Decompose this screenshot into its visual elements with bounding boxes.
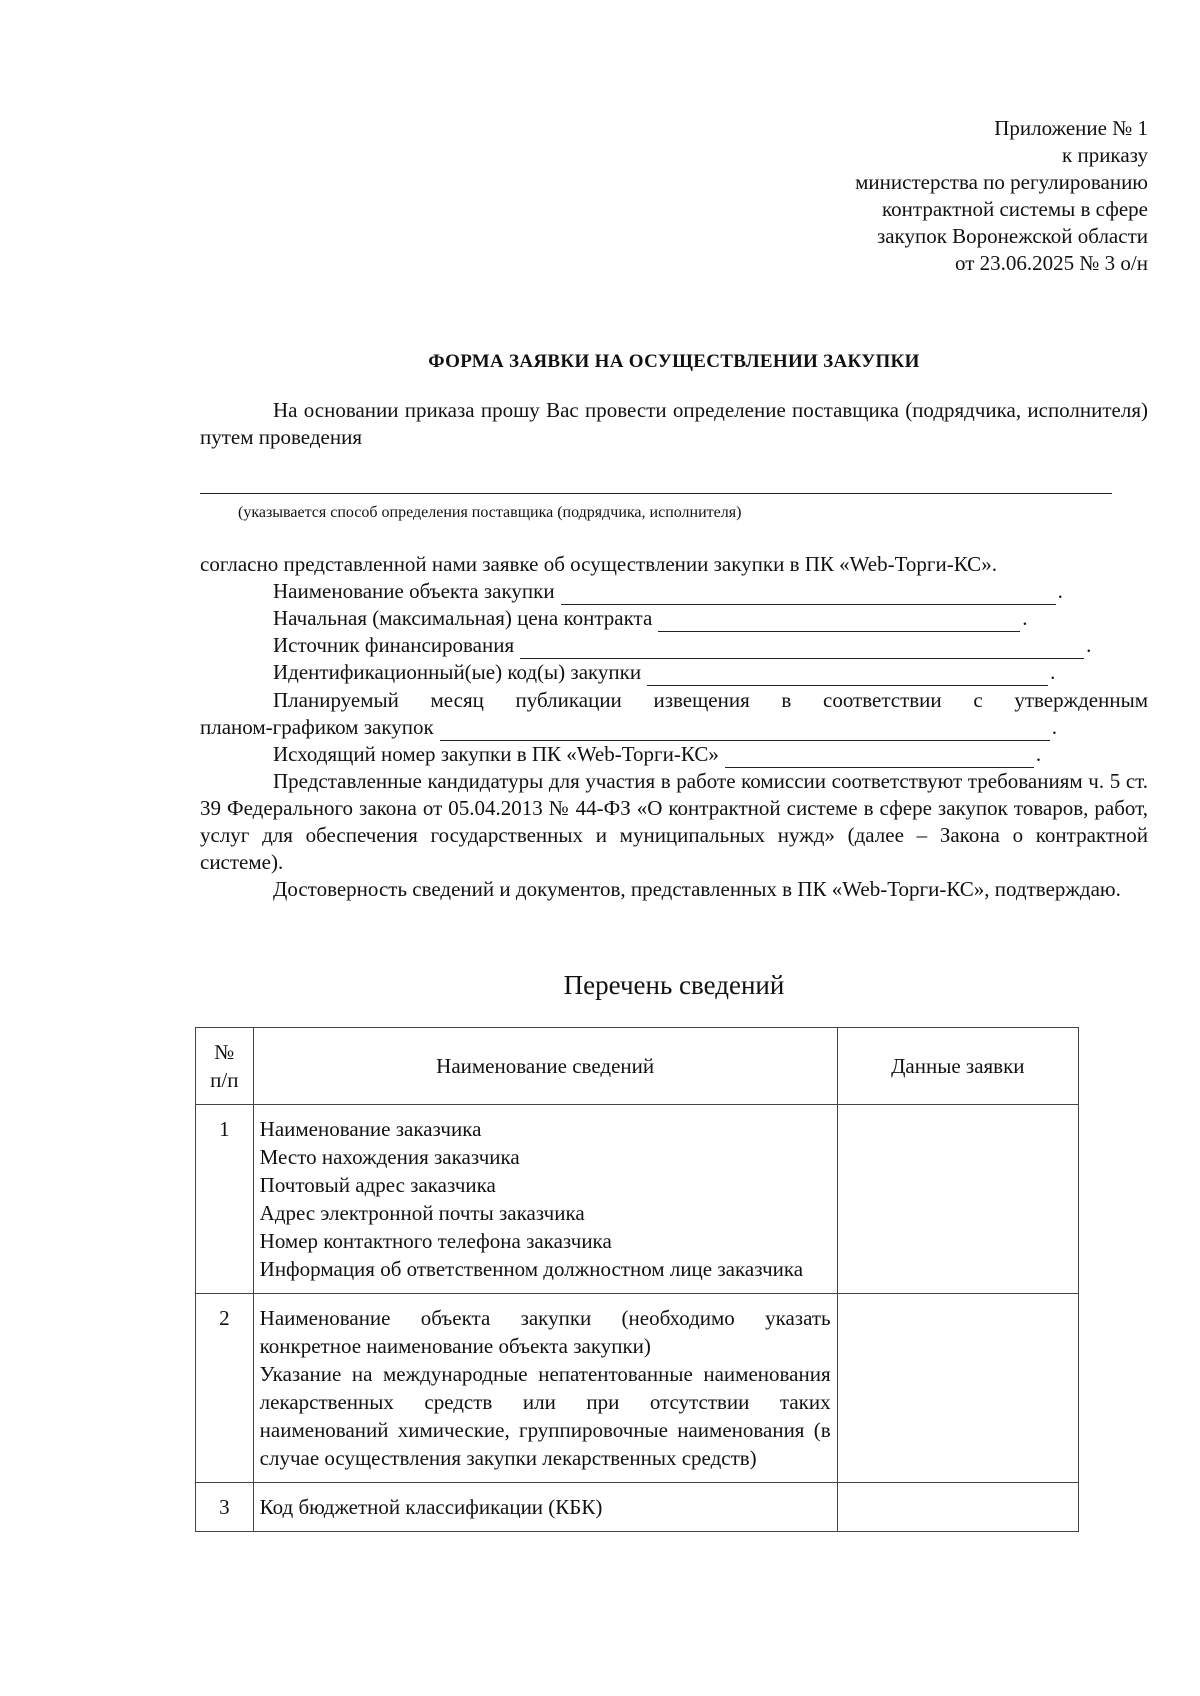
planned-month-row — [200, 714, 1148, 741]
header-name: Наименование сведений — [253, 1028, 837, 1105]
row-line: Номер контактного телефона заказчика — [259, 1229, 612, 1253]
appendix-line: министерства по регулированию — [855, 170, 1148, 194]
table-row — [196, 1294, 1079, 1483]
object-name-blank[interactable] — [561, 584, 1056, 605]
period: . — [1051, 715, 1057, 739]
row-name-cell — [253, 1294, 837, 1483]
outgoing-number-blank[interactable] — [725, 747, 1034, 768]
initial-price-label: Начальная (максимальная) цена контракта — [273, 606, 653, 630]
object-name-label: Наименование объекта закупки — [273, 579, 555, 603]
table-header-row — [196, 1028, 1079, 1105]
period: . — [1050, 660, 1056, 684]
row-line: Наименование объекта закупки (необходимо указать конкретное наименование объекта закупки) — [259, 1306, 831, 1358]
id-code-row — [200, 659, 1200, 686]
reliability-paragraph: Достоверность сведений и документов, представленных в ПК «Web-Торги-КС», подтверждаю. — [273, 877, 1121, 901]
method-caption: (указывается способ определения поставщика (подрядчика, исполнителя) — [238, 504, 742, 521]
table-row — [196, 1105, 1079, 1294]
period: . — [1022, 606, 1028, 630]
funding-source-blank[interactable] — [520, 638, 1084, 659]
row-line: Наименование заказчика — [259, 1117, 482, 1141]
outgoing-number-row — [200, 741, 1200, 768]
planned-month-label: планом-графиком закупок — [200, 715, 434, 739]
appendix-line: закупок Воронежской области — [876, 224, 1148, 248]
intro-paragraph: На основании приказа прошу Вас провести определение поставщика (подрядчика, исполнителя) путем проведения — [200, 398, 1148, 449]
outgoing-number-label: Исходящий номер закупки в ПК «Web-Торги-КС» — [273, 742, 719, 766]
row-number: 1 — [196, 1105, 254, 1294]
initial-price-blank[interactable] — [658, 611, 1020, 632]
row-line: Почтовый адрес заказчика — [259, 1173, 496, 1197]
appendix-line: от 23.06.2025 № 3 о/н — [954, 251, 1148, 275]
row-data-cell[interactable] — [837, 1105, 1078, 1294]
period: . — [1057, 579, 1063, 603]
row-data-cell[interactable] — [837, 1294, 1078, 1483]
appendix-line: контрактной системы в сфере — [882, 197, 1148, 221]
header-num-line: № — [214, 1040, 235, 1064]
according-line: согласно представленной нами заявке об осуществлении закупки в ПК «Web-Торги-КС». — [200, 552, 997, 576]
header-num — [196, 1028, 254, 1105]
info-table — [195, 1027, 1079, 1532]
period: . — [1086, 633, 1092, 657]
id-code-label: Идентификационный(ые) код(ы) закупки — [273, 660, 642, 684]
row-number: 3 — [196, 1483, 254, 1532]
id-code-blank[interactable] — [647, 665, 1048, 686]
appendix-line: к приказу — [1062, 143, 1148, 167]
appendix-block — [760, 115, 1148, 277]
period: . — [1035, 742, 1042, 766]
section-title: Перечень сведений — [563, 970, 785, 1000]
candidates-paragraph: Представленные кандидатуры для участия в работе комиссии соответствуют требованиям ч. 5 ст. 39 Федерального закона от 05.04.2013 № 44-ФЗ «О контрактной системе в сфере закупок товаров, работ, услуг для обеспечения государственных и муниципальных нужд» (далее – Закона о контрактной системе). — [200, 769, 1148, 874]
header-data: Данные заявки — [837, 1028, 1078, 1105]
appendix-line: Приложение № 1 — [994, 116, 1148, 140]
row-line: Код бюджетной классификации (КБК) — [259, 1495, 603, 1519]
object-name-row — [200, 578, 1200, 605]
funding-source-label: Источник финансирования — [273, 633, 515, 657]
funding-source-row — [200, 632, 1200, 659]
planned-month-blank[interactable] — [440, 720, 1050, 741]
row-line: Информация об ответственном должностном лице заказчика — [259, 1257, 804, 1281]
method-fill-line[interactable] — [200, 493, 1112, 494]
planned-month-line1: Планируемый месяц публикации извещения в соответствии с утвержденным — [273, 688, 1148, 712]
row-line: Адрес электронной почты заказчика — [259, 1201, 585, 1225]
header-num-line: п/п — [210, 1068, 239, 1092]
row-number: 2 — [196, 1294, 254, 1483]
row-line: Указание на международные непатентованные наименования лекарственных средств или при отсутствии таких наименований химические, группировочные наименования (в случае осуществления закупки лекарственных средств) — [259, 1362, 831, 1470]
form-title: ФОРМА ЗАЯВКИ НА ОСУЩЕСТВЛЕНИИ ЗАКУПКИ — [428, 351, 920, 372]
row-name-cell — [253, 1483, 837, 1532]
table-row — [196, 1483, 1079, 1532]
initial-price-row — [200, 605, 1200, 632]
row-name-cell — [253, 1105, 837, 1294]
row-line: Место нахождения заказчика — [259, 1145, 520, 1169]
row-data-cell[interactable] — [837, 1483, 1078, 1532]
